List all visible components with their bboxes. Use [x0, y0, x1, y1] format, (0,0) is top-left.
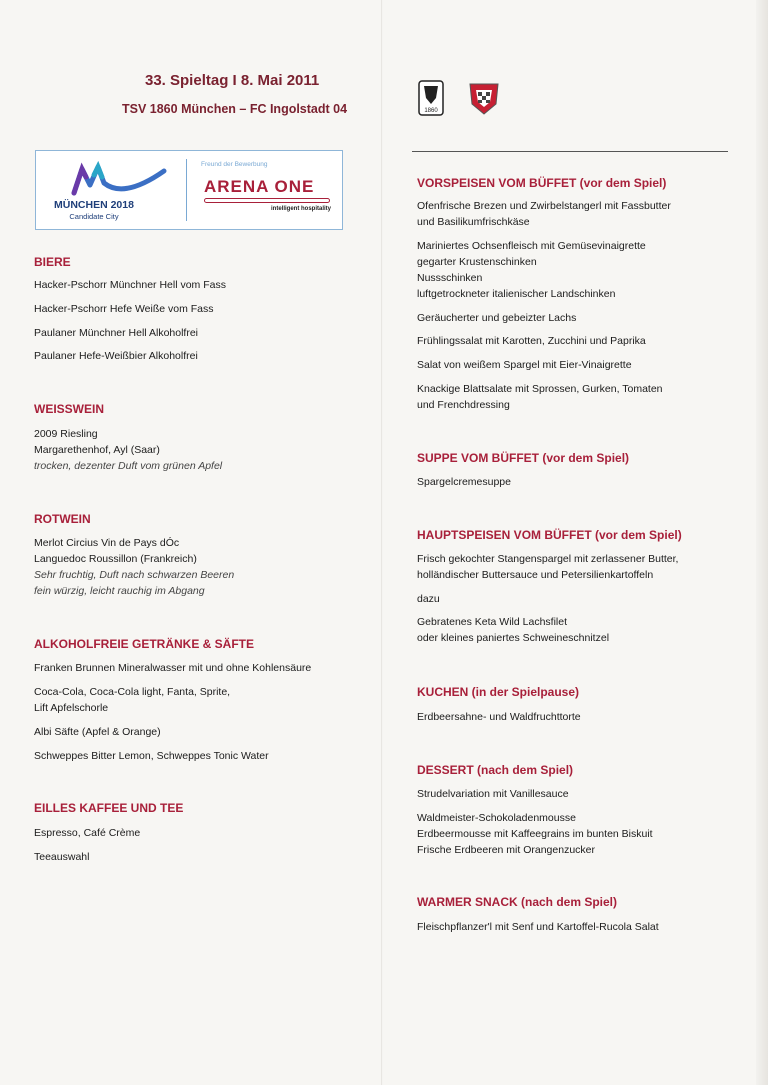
- list-item: Paulaner Hefe-Weißbier Alkoholfrei: [34, 350, 198, 362]
- section-title-suppe: SUPPE VOM BÜFFET (vor dem Spiel): [417, 451, 630, 465]
- list-item: Frische Erdbeeren mit Orangenzucker: [417, 844, 595, 856]
- page-fold: [381, 0, 383, 1085]
- section-title-alkoholfrei: ALKOHOLFREIE GETRÄNKE & SÄFTE: [34, 637, 255, 651]
- list-item: holländischer Buttersauce und Petersilienkartoffeln: [417, 569, 654, 581]
- section-title-kaffee: EILLES KAFFEE UND TEE: [34, 801, 184, 815]
- list-item: Nussschinken: [417, 272, 483, 284]
- list-item: Frühlingssalat mit Karotten, Zucchini und Paprika: [417, 335, 646, 347]
- list-item: Paulaner Münchner Hell Alkoholfrei: [34, 327, 199, 339]
- sponsor-logo-box: [35, 150, 343, 230]
- wine-description: Sehr fruchtig, Duft nach schwarzen Beeren: [34, 569, 235, 581]
- section-title-biere: BIERE: [34, 255, 71, 269]
- list-item: Lift Apfelschorle: [34, 702, 109, 714]
- arena-one-bar: [204, 198, 330, 203]
- list-item: Espresso, Café Crème: [34, 827, 141, 839]
- list-item: Merlot Circius Vin de Pays dÓc: [34, 537, 180, 549]
- divider-line: [412, 151, 728, 152]
- logo-divider: [186, 159, 187, 221]
- list-item: Franken Brunnen Mineralwasser mit und ohne Kohlensäure: [34, 662, 312, 674]
- list-item: 2009 Riesling: [34, 428, 98, 440]
- list-item: Salat von weißem Spargel mit Eier-Vinaigrette: [417, 359, 632, 371]
- arena-one-logo-text: ARENA ONE: [204, 177, 315, 196]
- list-item: Hacker-Pschorr Münchner Hell vom Fass: [34, 279, 226, 291]
- list-item: und Frenchdressing: [417, 399, 510, 411]
- list-item: Schweppes Bitter Lemon, Schweppes Tonic Water: [34, 750, 269, 762]
- page-edge: [756, 0, 768, 1085]
- list-item: Knackige Blattsalate mit Sprossen, Gurken, Tomaten: [417, 383, 663, 395]
- list-item: Fleischpflanzer'l mit Senf und Kartoffel-Rucola Salat: [417, 921, 659, 933]
- list-item: oder kleines paniertes Schweineschnitzel: [417, 632, 610, 644]
- list-item: Ofenfrische Brezen und Zwirbelstangerl mit Fassbutter: [417, 200, 671, 212]
- section-title-hauptspeisen: HAUPTSPEISEN VOM BÜFFET (vor dem Spiel): [417, 528, 682, 542]
- list-item: Albi Säfte (Apfel & Orange): [34, 726, 161, 738]
- list-item: dazu: [417, 593, 440, 605]
- list-item: Spargelcremesuppe: [417, 476, 511, 488]
- crest-1860-label: 1860: [424, 108, 438, 114]
- list-item: Frisch gekochter Stangenspargel mit zerlassener Butter,: [417, 553, 679, 565]
- list-item: Mariniertes Ochsenfleisch mit Gemüsevinaigrette: [417, 240, 646, 252]
- list-item: Margarethenhof, Ayl (Saar): [34, 444, 160, 456]
- freund-label: Freund der Bewerbung: [201, 161, 268, 168]
- list-item: und Basilikumfrischkäse: [417, 216, 530, 228]
- list-item: Gebratenes Keta Wild Lachsfilet: [417, 616, 567, 628]
- list-item: gegarter Krustenschinken: [417, 256, 537, 268]
- match-day-heading: 33. Spieltag I 8. Mai 2011: [145, 72, 320, 89]
- section-title-rotwein: ROTWEIN: [34, 512, 91, 526]
- list-item: Geräucherter und gebeizter Lachs: [417, 312, 577, 324]
- list-item: Erdbeermousse mit Kaffeegrains im bunten Biskuit: [417, 828, 653, 840]
- section-title-snack: WARMER SNACK (nach dem Spiel): [417, 895, 618, 909]
- list-item: Coca-Cola, Coca-Cola light, Fanta, Sprite,: [34, 686, 231, 698]
- list-item: Teeauswahl: [34, 851, 90, 863]
- wine-description: fein würzig, leicht rauchig im Abgang: [34, 585, 205, 597]
- list-item: Languedoc Roussillon (Frankreich): [34, 553, 197, 565]
- wine-description: trocken, dezenter Duft vom grünen Apfel: [34, 460, 223, 472]
- match-teams-heading: TSV 1860 München – FC Ingolstadt 04: [122, 102, 348, 116]
- muenchen-2018-title: MÜNCHEN 2018: [54, 199, 134, 211]
- tsv-1860-crest-icon: [418, 80, 444, 116]
- section-title-dessert: DESSERT (nach dem Spiel): [417, 763, 574, 777]
- section-title-kuchen: KUCHEN (in der Spielpause): [417, 685, 580, 699]
- list-item: Strudelvariation mit Vanillesauce: [417, 788, 569, 800]
- arena-one-tagline: intelligent hospitality: [271, 206, 332, 212]
- section-title-vorspeisen: VORSPEISEN VOM BÜFFET (vor dem Spiel): [417, 176, 667, 190]
- section-title-weisswein: WEISSWEIN: [34, 402, 105, 416]
- list-item: luftgetrockneter italienischer Landschinken: [417, 288, 616, 300]
- list-item: Waldmeister-Schokoladenmousse: [417, 812, 576, 824]
- fc-ingolstadt-crest-icon: [468, 80, 500, 116]
- muenchen-2018-logo-icon: [64, 159, 174, 199]
- list-item: Hacker-Pschorr Hefe Weiße vom Fass: [34, 303, 214, 315]
- list-item: Erdbeersahne- und Waldfruchttorte: [417, 711, 581, 723]
- candidate-city-label: Candidate City: [69, 212, 119, 221]
